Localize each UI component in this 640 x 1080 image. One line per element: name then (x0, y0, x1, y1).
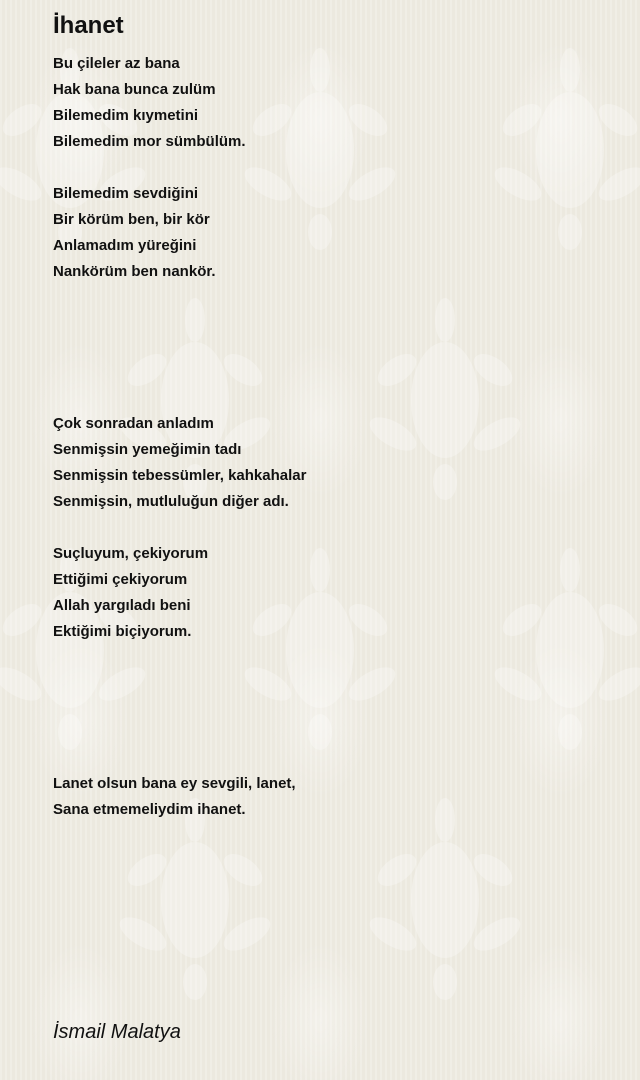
poem-line: Bilemedim mor sümbülüm. (53, 133, 246, 150)
poem-line: Bilemedim kıymetini (53, 107, 199, 124)
poem-line: Lanet olsun bana ey sevgili, lanet, (53, 775, 296, 792)
poem-line: Sana etmemeliydim ihanet. (53, 801, 246, 818)
poem-author: İsmail Malatya (53, 1021, 181, 1043)
poem-line: Senmişsin tebessümler, kahkahalar (53, 467, 307, 484)
poem-line: Hak bana bunca zulüm (53, 81, 216, 98)
poem-line: Bu çileler az bana (53, 55, 180, 72)
poem-line: Bilemedim sevdiğini (53, 185, 199, 202)
poem-line: Anlamadım yüreğini (53, 237, 197, 254)
poem-line: Senmişsin yemeğimin tadı (53, 441, 242, 458)
poem-line: Çok sonradan anladım (53, 415, 214, 432)
poem-line: Senmişsin, mutluluğun diğer adı. (53, 493, 289, 510)
poem-line: Suçluyum, çekiyorum (53, 545, 209, 562)
poem-line: Nankörüm ben nankör. (53, 263, 216, 280)
poem-title: İhanet (53, 12, 124, 39)
poem-line: Ektiğimi biçiyorum. (53, 623, 192, 640)
poem-line: Bir körüm ben, bir kör (53, 211, 210, 228)
poem-line: Allah yargıladı beni (53, 597, 191, 614)
poem-line: Ettiğimi çekiyorum (53, 571, 188, 588)
